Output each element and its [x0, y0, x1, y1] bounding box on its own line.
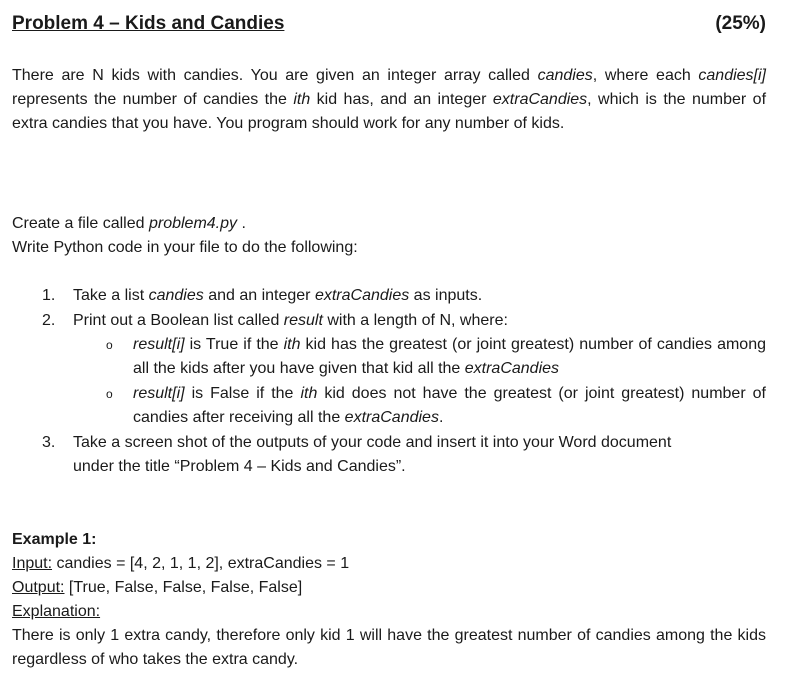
- explanation-text: There is only 1 extra candy, therefore only kid 1 will have the greatest number of candies among the kids regardless of who takes the extra candy.: [12, 627, 766, 668]
- list-item-text: Take a list candies and an integer extraCandies as inputs.: [73, 287, 483, 304]
- example-output: Output: [True, False, False, False, False]: [12, 579, 303, 596]
- bullet-circle-icon: o: [106, 387, 113, 401]
- example-heading: Example 1:: [12, 531, 97, 548]
- write-code-line: Write Python code in your file to do the following:: [12, 239, 358, 256]
- list-item-text: Print out a Boolean list called result with a length of N, where:: [73, 312, 508, 329]
- instructions-paragraph: [12, 212, 766, 260]
- example-input: Input: candies = [4, 2, 1, 1, 2], extraCandies = 1: [12, 555, 350, 572]
- weight-percentage: (25%): [715, 13, 766, 34]
- sub-list-item-text: result[i] is True if the ith kid has the greatest (or joint greatest) number of candies among all the kids after you have given that kid all the extraCandies: [133, 336, 766, 377]
- list-item-text: Take a screen shot of the outputs of your code and insert it into your Word document under the title “Problem 4 – Kids and Candies”.: [73, 434, 672, 475]
- bullet-circle-icon: o: [106, 338, 113, 352]
- title-row: [12, 12, 766, 38]
- sub-list-item-text: result[i] is False if the ith kid does not have the greatest (or joint greatest) number of candies after receiving all the extraCandies.: [133, 385, 766, 426]
- explanation-label: Explanation:: [12, 603, 101, 620]
- list-number: 3.: [42, 434, 56, 451]
- create-file-line: Create a file called problem4.py .: [12, 215, 246, 232]
- page-title: Problem 4 – Kids and Candies: [12, 13, 285, 34]
- list-number: 2.: [42, 312, 56, 329]
- intro-paragraph: There are N kids with candies. You are given an integer array called candies, where each candies[i] represents the number of candies the ith kid has, and an integer extraCandies, which is the number of extra candies that you have. You program should work for any number of kids.: [12, 67, 767, 132]
- list-number: 1.: [42, 287, 56, 304]
